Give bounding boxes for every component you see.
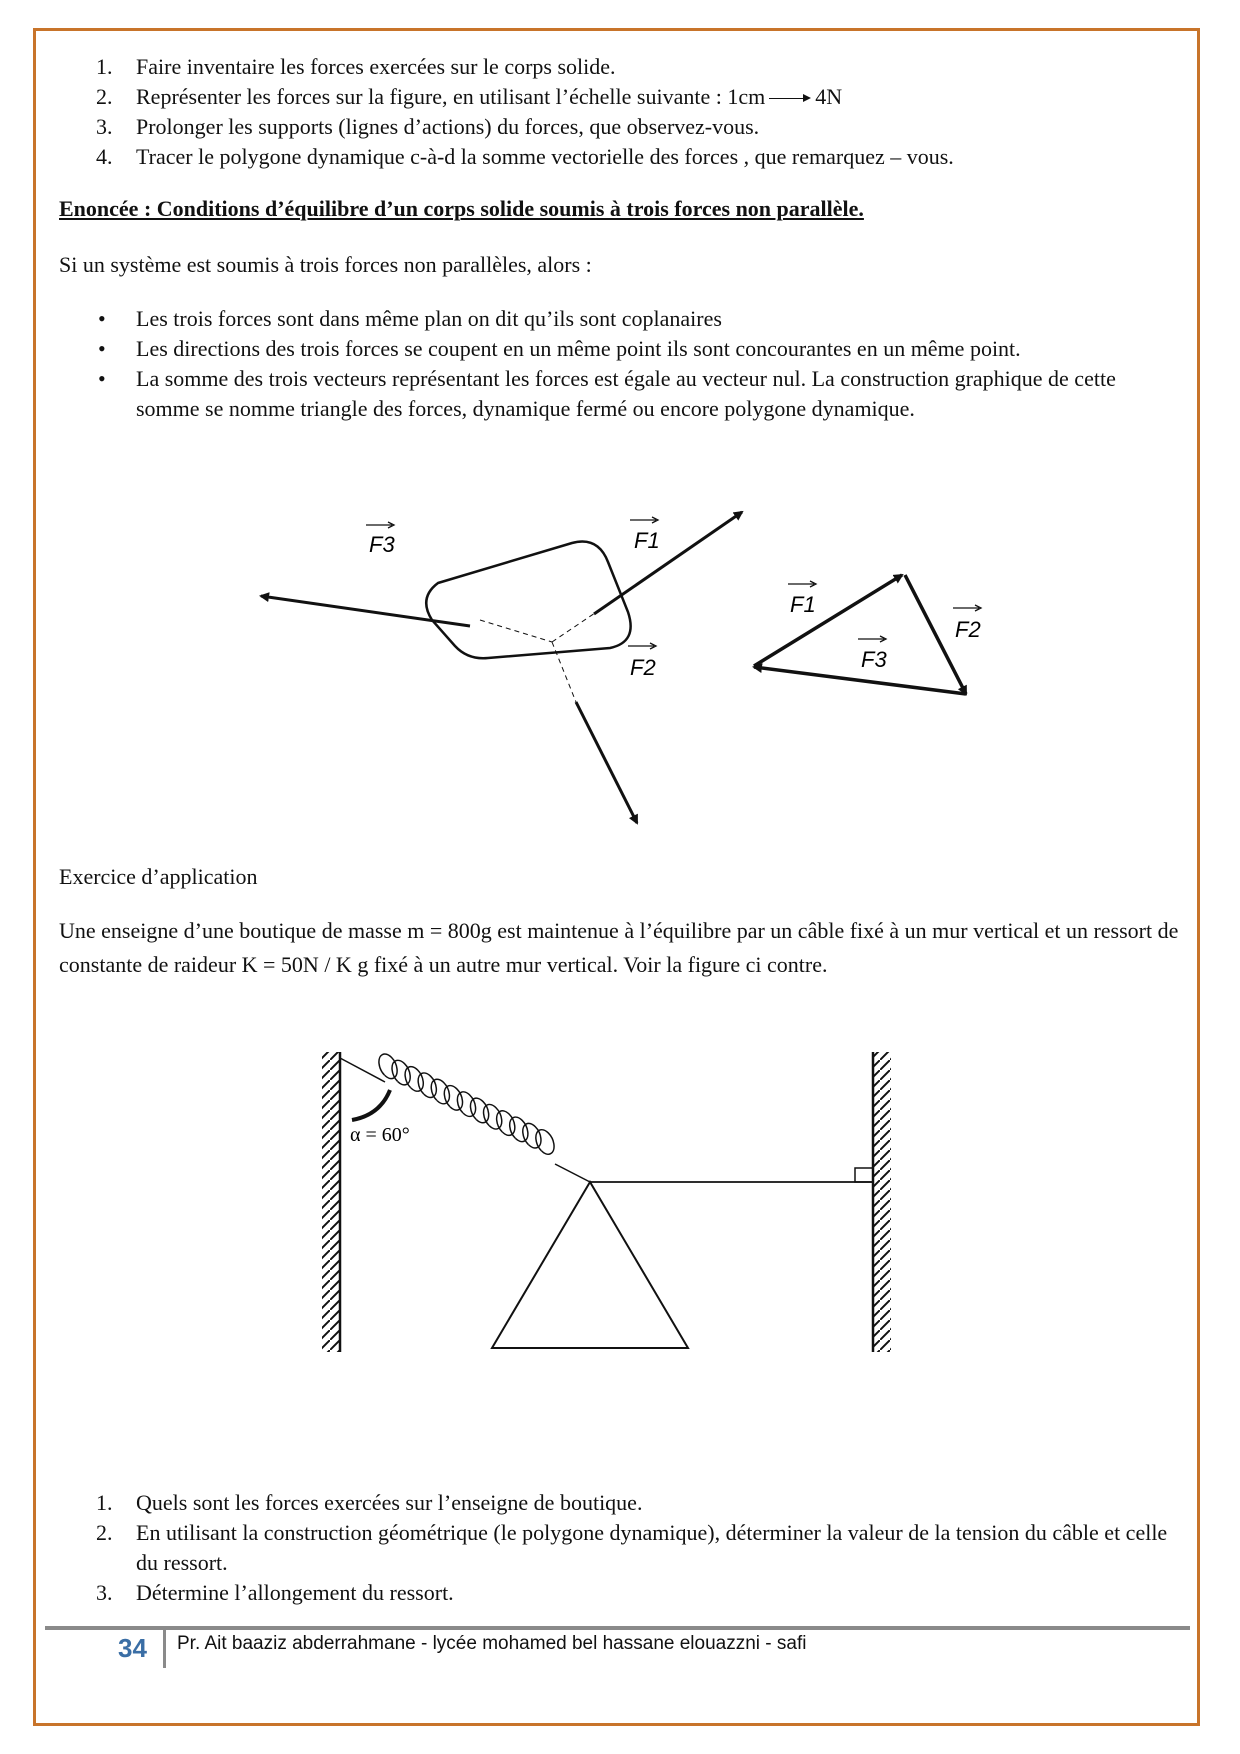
list-item [59, 142, 1179, 172]
item-text: En utilisant la construction géométrique (le polygone dynamique), déterminer la valeur de la tension du câble et celle du ressort. [136, 1520, 1168, 1575]
item-number: 1. [96, 1490, 113, 1515]
right-angle-mark [855, 1168, 873, 1182]
item-number: 3. [96, 114, 113, 139]
sign-figure [0, 1040, 1240, 1370]
scale-arrow-icon [769, 98, 809, 99]
footer-author: Pr. Ait baaziz abderrahmane - lycée mohamed bel hassane elouazzni - safi [177, 1633, 807, 1654]
questions-bottom [59, 1488, 1179, 1608]
force-f2-arrow [576, 702, 637, 823]
label-f2 [628, 643, 656, 680]
angle-label: α = 60° [350, 1124, 410, 1146]
item-text: Tracer le polygone dynamique c-à-d la somme vectorielle des forces , que remarquez – vous. [136, 144, 954, 169]
list-item: • La somme des trois vecteurs représentant les forces est égale au vecteur nul. La construction graphique de cette somme se nomme triangle des forces, dynamique fermé ou encore polygone dynamique. [59, 364, 1179, 424]
footer-separator [163, 1628, 166, 1668]
force-f3-arrow [261, 596, 470, 626]
triangle-label-f3 [858, 636, 887, 672]
triangle-label-f1 [788, 581, 816, 617]
list-item [59, 1488, 1179, 1518]
list-item [59, 82, 1179, 112]
angle-arc [352, 1090, 390, 1120]
footer-divider [45, 1626, 1190, 1630]
svg-text:F3: F3 [861, 647, 887, 672]
exercise-title: Exercice d’application [59, 864, 258, 889]
left-wall [322, 1052, 340, 1352]
right-wall [873, 1052, 891, 1352]
questions-top [59, 52, 1179, 172]
item-number: 4. [96, 144, 113, 169]
sign-triangle [492, 1182, 688, 1348]
item-text: Représenter les forces sur la figure, en utilisant l’échelle suivante : 1cm [136, 84, 766, 109]
questions-bottom-section [59, 1488, 1179, 1608]
forces-figure [0, 480, 1240, 840]
section-heading: Enoncée : Conditions d’équilibre d’un corps solide soumis à trois forces non parallèle. [59, 196, 864, 221]
svg-text:F2: F2 [630, 655, 656, 680]
item-number: 2. [96, 1520, 113, 1545]
scale-value: 4N [815, 84, 843, 109]
svg-text:F1: F1 [790, 592, 816, 617]
list-item [59, 1578, 1179, 1608]
label-f1 [630, 517, 660, 553]
item-number: 1. [96, 54, 113, 79]
item-text: Faire inventaire les forces exercées sur le corps solide. [136, 54, 616, 79]
spring-end [555, 1164, 590, 1182]
list-item: • Les trois forces sont dans même plan on dit qu’ils sont coplanaires [59, 304, 1179, 334]
exercise-section [59, 862, 1179, 982]
item-text: Détermine l’allongement du ressort. [136, 1580, 454, 1605]
list-item: • Les directions des trois forces se coupent en un même point ils sont concourantes en un même point. [59, 334, 1179, 364]
list-item [59, 1518, 1179, 1578]
page-content [59, 52, 1179, 424]
item-number: 2. [96, 84, 113, 109]
exercise-text: Une enseigne d’une boutique de masse m = 800g est maintenue à l’équilibre par un câble fixé à un mur vertical et un ressort de constante de raideur K = 50N / K g fixé à un autre mur vertical. Voir la figure ci contre. [59, 918, 1179, 977]
force-f1-arrow [594, 512, 742, 614]
svg-text:F2: F2 [955, 617, 981, 642]
solid-body [426, 542, 630, 659]
conditions-list [59, 304, 1179, 424]
triangle-f3-arrow [754, 667, 966, 694]
svg-text:F3: F3 [369, 532, 395, 557]
svg-text:F1: F1 [634, 528, 660, 553]
triangle-label-f2 [953, 605, 981, 642]
intro-text: Si un système est soumis à trois forces non parallèles, alors : [59, 252, 592, 277]
list-item [59, 52, 1179, 82]
item-text: Prolonger les supports (lignes d’actions) du forces, que observez-vous. [136, 114, 760, 139]
support-line [480, 620, 552, 642]
item-text: Quels sont les forces exercées sur l’enseigne de boutique. [136, 1490, 643, 1515]
label-f3 [366, 522, 395, 557]
page-number: 34 [118, 1633, 147, 1663]
list-item [59, 112, 1179, 142]
support-line [552, 613, 595, 642]
item-number: 3. [96, 1580, 113, 1605]
